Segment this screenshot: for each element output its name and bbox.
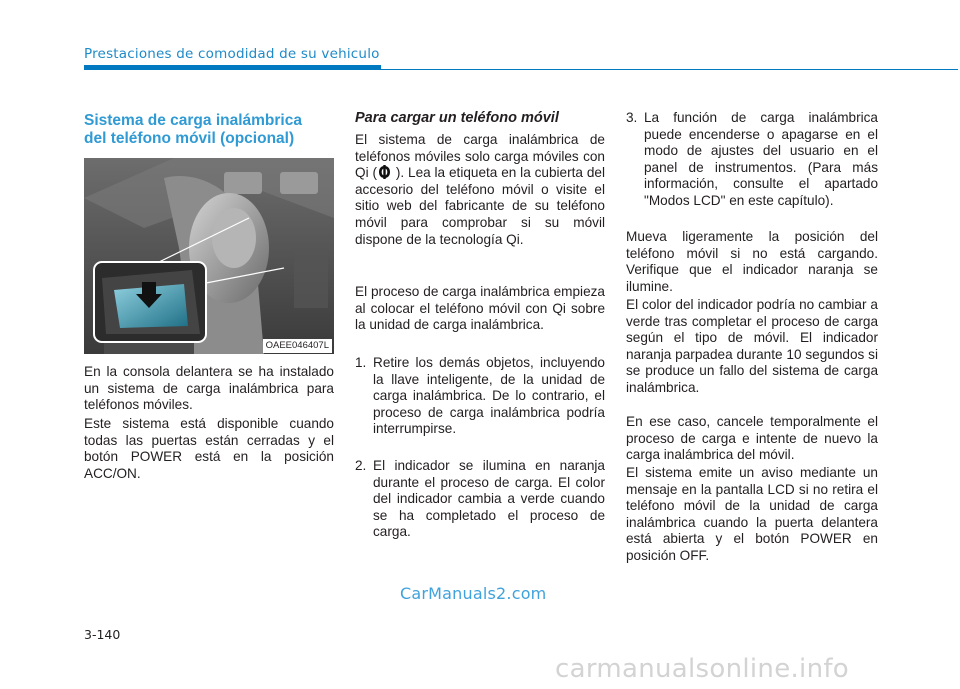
- header-title: Prestaciones de comodidad de su vehiculo: [84, 46, 380, 62]
- list-item: [626, 110, 878, 210]
- col3-paragraph-3: En ese caso, cancele temporalmente el proceso de carga e intente de nuevo la carga inalámbrica del móvil.: [626, 414, 878, 463]
- page-number: 3-140: [84, 627, 121, 642]
- list-item-number: 3.: [626, 110, 638, 125]
- list-item-text: La función de carga inalámbrica puede encenderse o apagarse en el modo de ajustes del usuario en el panel de instrumentos. (Para más información, consulte el apartado "Modos LCD" en este capítulo).: [644, 110, 878, 208]
- list-item: [355, 355, 605, 438]
- figure-code: OAEE046407L: [263, 339, 332, 353]
- list-item: [355, 458, 605, 541]
- col1-paragraph-2: Este sistema está disponible cuando todas las puertas están cerradas y el botón POWER está en la posición ACC/ON.: [84, 416, 334, 481]
- col2-paragraph-2: El proceso de carga inalámbrica empieza al colocar el teléfono móvil con Qi sobre la unidad de carga inalámbrica.: [355, 284, 605, 333]
- list-item-number: 1.: [355, 355, 367, 370]
- header-rule: [381, 69, 958, 70]
- col3-paragraph-2: El color del indicador podría no cambiar a verde tras completar el proceso de carga según el tipo de móvil. El indicador naranja parpadea durante 10 segundos si se produce un fallo del sistema de carga inalámbrica.: [626, 297, 878, 395]
- col2-paragraph-1: [355, 132, 605, 248]
- col2-p1-part1: El sistema de carga inalámbrica de teléfonos móviles solo carga móviles con Qi (: [355, 132, 605, 181]
- header-bar: [84, 65, 381, 70]
- col3-paragraph-1: Mueva ligeramente la posición del teléfono móvil si no está cargando. Verifique que el indicador naranja se ilumine.: [626, 229, 878, 294]
- subsection-title: Para cargar un teléfono móvil: [355, 110, 559, 126]
- list-item-number: 2.: [355, 458, 367, 473]
- list-item-text: El indicador se ilumina en naranja durante el proceso de carga. El color del indicador cambia a verde cuando se ha completado el proceso de carga.: [373, 458, 605, 540]
- col2-p1-part2: ). Lea la etiqueta en la cubierta del accesorio del teléfono móvil o visite el sitio web del fabricante de su teléfono móvil para comprobar si su móvil dispone de la tecnología Qi.: [355, 165, 605, 247]
- col1-paragraph-1: En la consola delantera se ha instalado un sistema de carga inalámbrica para teléfonos móviles.: [84, 364, 334, 413]
- col3-paragraph-4: El sistema emite un aviso mediante un mensaje en la pantalla LCD si no retira el teléfono móvil de la unidad de carga inalámbrica cuando la puerta delantera está abierta y el botón POWER en posición OFF.: [626, 465, 878, 563]
- console-illustration: [84, 158, 334, 354]
- section-title: [84, 112, 334, 148]
- section-title-line1: Sistema de carga inalámbrica: [84, 112, 302, 129]
- watermark-corner[interactable]: carmanualsonline.info: [555, 654, 850, 684]
- section-title-line2: del teléfono móvil (opcional): [84, 130, 295, 147]
- list-item-text: Retire los demás objetos, incluyendo la llave inteligente, de la unidad de carga inalámbrica. De lo contrario, el proceso de carga inalámbrica podría interrumpirse.: [373, 355, 605, 437]
- qi-icon: [377, 165, 392, 179]
- console-photo: [84, 158, 334, 354]
- watermark-center[interactable]: CarManuals2.com: [400, 584, 547, 603]
